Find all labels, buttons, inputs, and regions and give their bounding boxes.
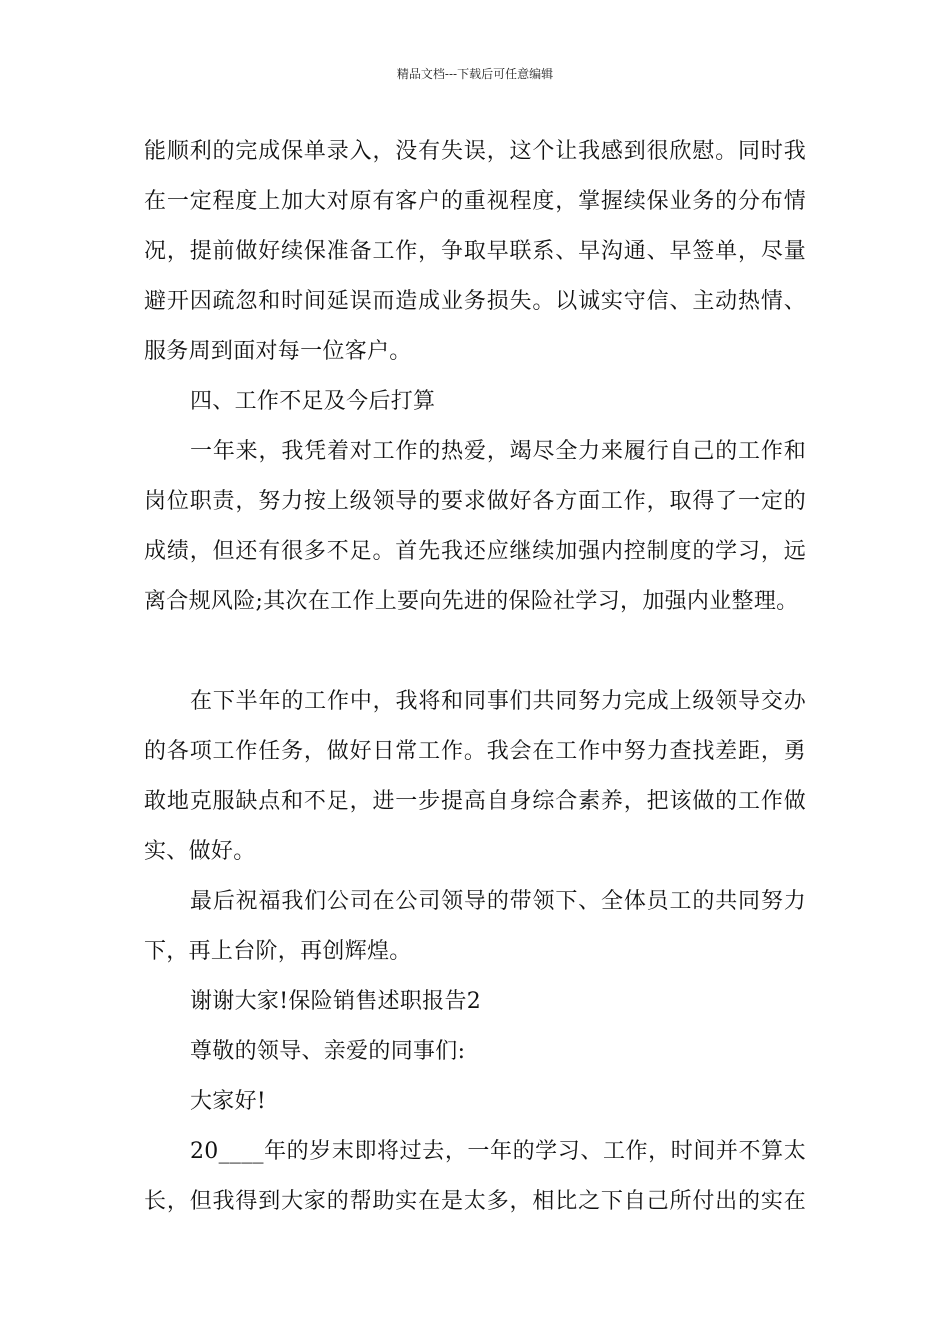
paragraph xyxy=(144,877,806,977)
heading-line: 四、工作不足及今后打算 xyxy=(190,389,436,414)
text-line: 在下半年的工作中，我将和同事们共同努力完成上级领导交办 xyxy=(190,689,806,714)
text-line: 在一定程度上加大对原有客户的重视程度，掌握续保业务的分布情 xyxy=(144,189,806,214)
text-line: 避开因疏忽和时间延误而造成业务损失。以诚实守信、主动热情、 xyxy=(144,289,806,314)
text-line: 况，提前做好续保准备工作，争取早联系、早沟通、早签单，尽量 xyxy=(144,239,806,264)
text-line: 最后祝福我们公司在公司领导的带领下、全体员工的共同努力 xyxy=(190,889,806,914)
text-line: 谢谢大家!保险销售述职报告2 xyxy=(190,989,482,1014)
text-line: 尊敬的领导、亲爱的同事们: xyxy=(190,1039,466,1064)
section-heading xyxy=(144,377,806,427)
text-line: 岗位职责，努力按上级领导的要求做好各方面工作，取得了一定的 xyxy=(144,489,806,514)
text-line: 大家好! xyxy=(190,1089,267,1114)
text-line: 下，再上台阶，再创辉煌。 xyxy=(144,939,412,964)
greeting xyxy=(144,1077,806,1127)
paragraph xyxy=(144,677,806,877)
text-line: 的各项工作任务，做好日常工作。我会在工作中努力查找差距，勇 xyxy=(144,739,806,764)
paragraph-gap xyxy=(144,627,806,677)
text-line: 实、做好。 xyxy=(144,839,256,864)
text-line: 长，但我得到大家的帮助实在是太多，相比之下自己所付出的实在 xyxy=(144,1189,806,1214)
text-line: 能顺利的完成保单录入，没有失误，这个让我感到很欣慰。同时我 xyxy=(144,139,806,164)
paragraph xyxy=(144,977,806,1027)
document-body xyxy=(144,127,806,1227)
paragraph xyxy=(144,1127,806,1227)
salutation xyxy=(144,1027,806,1077)
paragraph-continuation xyxy=(144,127,806,377)
text-line: 服务周到面对每一位客户。 xyxy=(144,339,412,364)
text-line: 敢地克服缺点和不足，进一步提高自身综合素养，把该做的工作做 xyxy=(144,789,806,814)
paragraph xyxy=(144,427,806,627)
text-line: 一年来，我凭着对工作的热爱，竭尽全力来履行自己的工作和 xyxy=(190,439,806,464)
page-header: 精品文档---下载后可任意编辑 xyxy=(396,67,554,81)
text-line: 20____年的岁末即将过去，一年的学习、工作，时间并不算太 xyxy=(190,1139,806,1164)
text-line: 离合规风险;其次在工作上要向先进的保险社学习，加强内业整理。 xyxy=(144,589,799,614)
text-line: 成绩，但还有很多不足。首先我还应继续加强内控制度的学习，远 xyxy=(144,539,806,564)
